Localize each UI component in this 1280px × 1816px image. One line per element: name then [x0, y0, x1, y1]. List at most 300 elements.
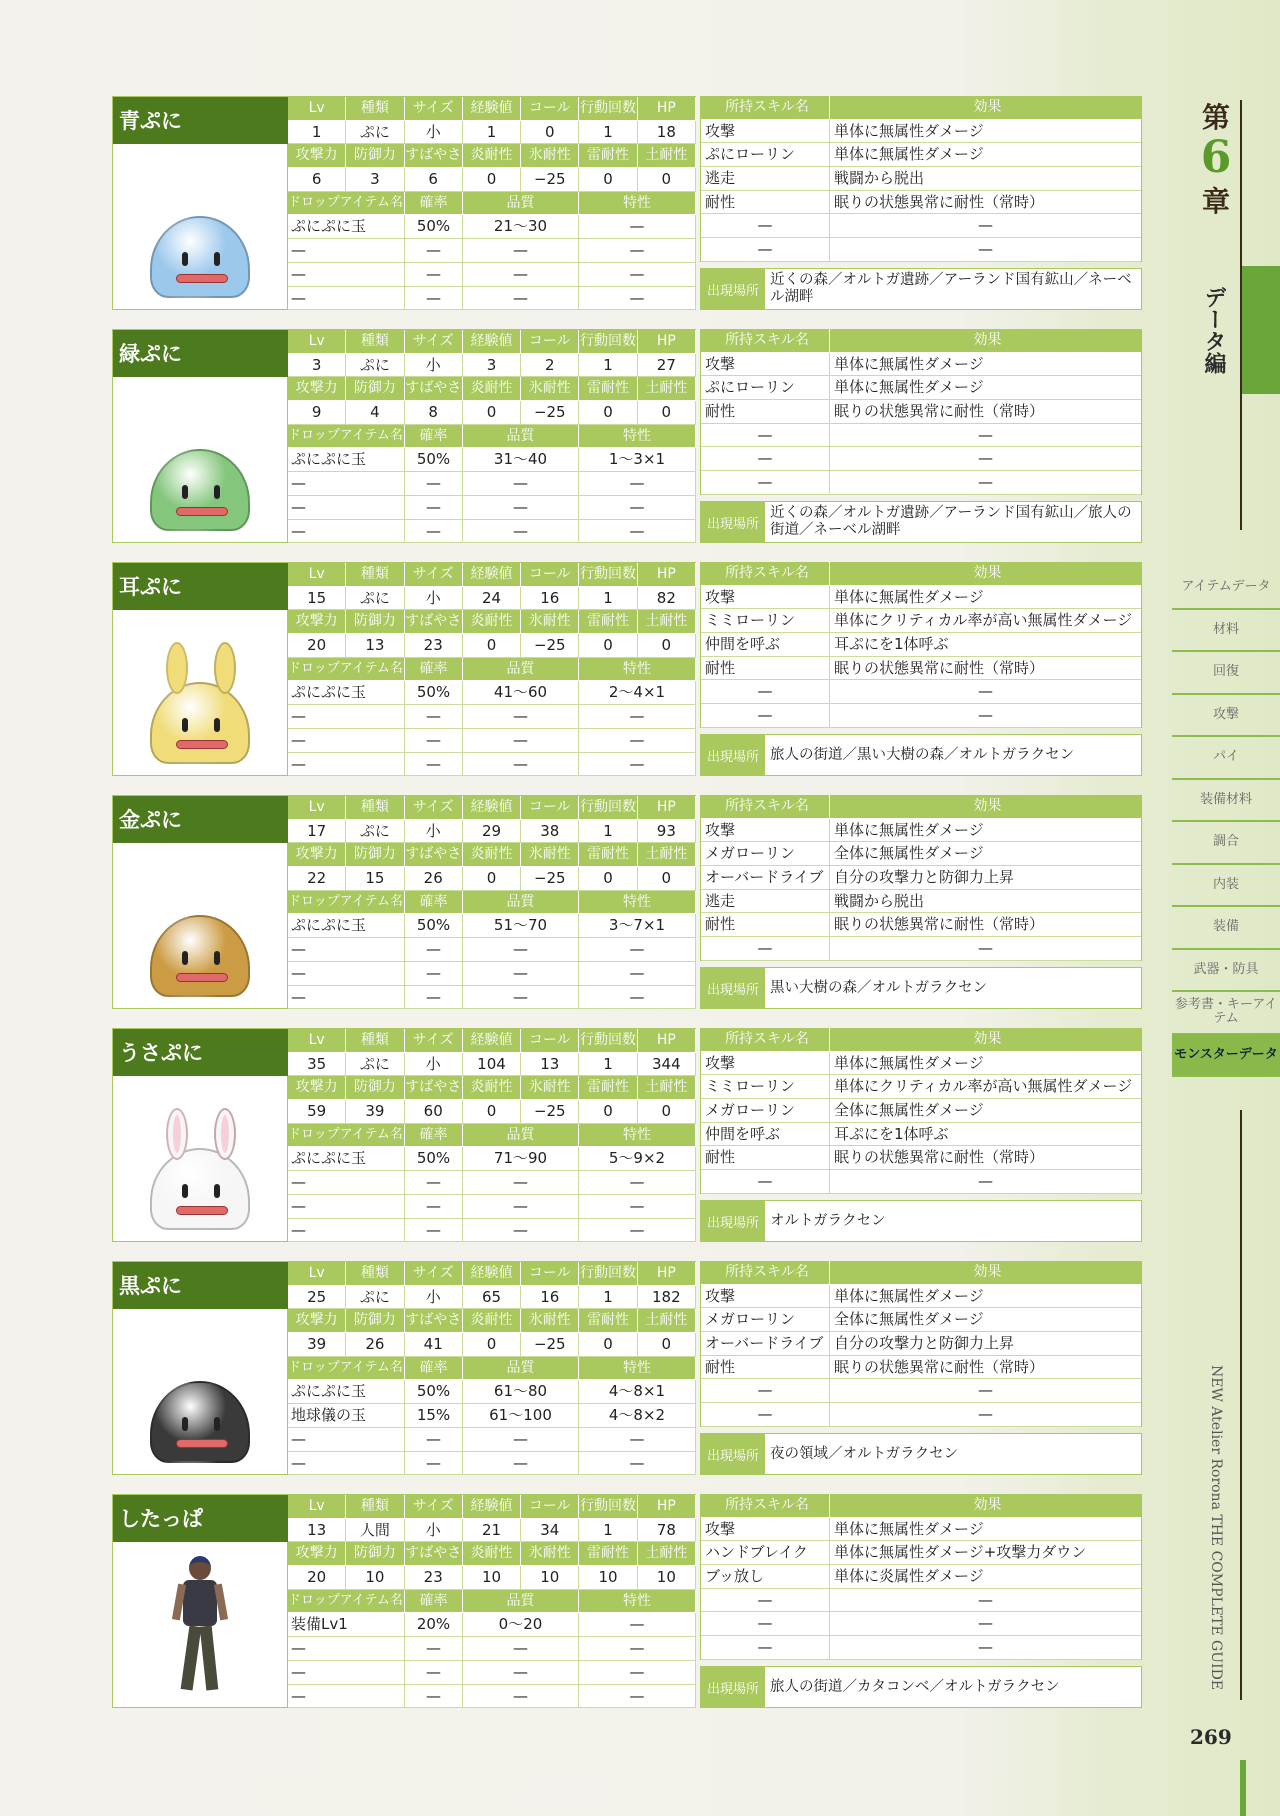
stats-header [288, 144, 696, 168]
column-header: 攻撃力 [288, 610, 346, 634]
monster-entry [112, 1261, 1142, 1475]
drop-value: — [405, 753, 463, 777]
skill-name: メガローリン [701, 1308, 830, 1332]
drop-value: — [463, 1637, 579, 1661]
column-header: 攻撃力 [288, 1076, 346, 1100]
skill-effect: — [830, 214, 1141, 238]
skill-name: ミミローリン [701, 609, 830, 633]
index-tab[interactable]: 回復 [1172, 652, 1280, 695]
skill-row [700, 866, 1142, 890]
monster-entry [112, 96, 1142, 310]
column-header: 経験値 [463, 1262, 521, 1286]
monster-image-cell [113, 1076, 288, 1242]
stats-row [288, 1286, 696, 1310]
drop-value: ぷにぷに玉 [288, 1380, 405, 1404]
drop-value: — [463, 1171, 579, 1195]
skill-effect: — [830, 1612, 1141, 1636]
drop-value: 50% [405, 914, 463, 938]
drop-value: — [463, 472, 579, 496]
column-header: HP [638, 1495, 696, 1519]
column-header: 経験値 [463, 97, 521, 121]
stat-value: 65 [463, 1286, 521, 1310]
stats-row [288, 354, 696, 378]
monster-image-cell [113, 144, 288, 310]
drop-row [288, 705, 696, 729]
skill-name: — [701, 214, 830, 238]
skill-row [700, 586, 1142, 610]
drop-value: — [405, 1661, 463, 1685]
column-header: 経験値 [463, 1495, 521, 1519]
location-value: 近くの森／オルトガ遺跡／アーランド国有鉱山／ネーベル湖畔 [770, 272, 1132, 305]
drop-value: — [579, 1195, 696, 1219]
column-header: 品質 [463, 1124, 579, 1148]
skill-name: — [701, 704, 830, 728]
column-header: コール [521, 563, 579, 587]
stat-value: 39 [288, 1333, 346, 1357]
column-header: すばやさ [405, 144, 463, 168]
index-tab[interactable]: 武器・防具 [1172, 950, 1280, 993]
skill-effect: 眠りの状態異常に耐性（常時） [830, 657, 1141, 681]
monster-name: 金ぷに [113, 796, 288, 843]
column-header: HP [638, 563, 696, 587]
stat-value: 24 [463, 587, 521, 611]
section-marker [1242, 266, 1280, 394]
drop-value: — [288, 287, 405, 311]
skill-name: 攻撃 [701, 586, 830, 610]
skill-name: 逃走 [701, 890, 830, 914]
column-header: 効果 [830, 96, 1141, 120]
drop-row [288, 1147, 696, 1171]
skill-row [700, 1589, 1142, 1613]
skill-name: 耐性 [701, 1356, 830, 1380]
skill-effect: — [830, 937, 1141, 961]
skill-effect: — [830, 704, 1141, 728]
column-header: コール [521, 330, 579, 354]
skills-table [700, 1261, 1142, 1427]
column-header: 土耐性 [638, 377, 696, 401]
drop-value: 71～90 [463, 1147, 579, 1171]
skill-name: 仲間を呼ぶ [701, 633, 830, 657]
drop-value: 1～3×1 [579, 448, 696, 472]
drop-value: — [405, 1219, 463, 1243]
skill-row [700, 376, 1142, 400]
column-header: 防御力 [346, 843, 404, 867]
skill-row [700, 1612, 1142, 1636]
stat-value: 6 [405, 168, 463, 192]
drop-header [288, 425, 696, 449]
column-header: 土耐性 [638, 1076, 696, 1100]
stats-header [288, 1076, 696, 1100]
column-header: 所持スキル名 [701, 329, 830, 353]
drop-value: — [405, 986, 463, 1010]
column-header: 所持スキル名 [701, 795, 830, 819]
skill-name: ぷにローリン [701, 376, 830, 400]
monster-name: うさぷに [113, 1029, 288, 1076]
drop-value: — [579, 215, 696, 239]
skill-row [700, 120, 1142, 144]
index-tab[interactable]: 参考書・キーアイテム [1172, 992, 1280, 1035]
index-tab[interactable]: パイ [1172, 737, 1280, 780]
column-header: 土耐性 [638, 610, 696, 634]
stat-value: 60 [405, 1100, 463, 1124]
drop-value: — [463, 729, 579, 753]
skill-effect: 眠りの状態異常に耐性（常時） [830, 913, 1141, 937]
column-header: 攻撃力 [288, 1309, 346, 1333]
column-header: HP [638, 330, 696, 354]
column-header: ドロップアイテム名 [288, 1124, 405, 1148]
column-header: 所持スキル名 [701, 562, 830, 586]
column-header: 防御力 [346, 1309, 404, 1333]
drop-row [288, 938, 696, 962]
skill-row [700, 191, 1142, 215]
stats-grid [288, 796, 696, 1009]
drop-row [288, 263, 696, 287]
stat-value: 26 [405, 867, 463, 891]
drop-value: — [463, 287, 579, 311]
drop-value: ぷにぷに玉 [288, 681, 405, 705]
stat-value: 78 [638, 1519, 696, 1543]
stat-value: 93 [638, 820, 696, 844]
column-header: 品質 [463, 425, 579, 449]
column-header: 氷耐性 [521, 377, 579, 401]
location-box [700, 1666, 1142, 1708]
column-header: Lv [288, 330, 346, 354]
column-header: サイズ [405, 563, 463, 587]
skill-row [700, 1636, 1142, 1660]
column-header: Lv [288, 1029, 346, 1053]
stats-row [288, 820, 696, 844]
monster-portrait [150, 449, 250, 531]
stats-header [288, 1495, 696, 1519]
stats-table [112, 96, 696, 310]
stat-value: −25 [521, 1333, 579, 1357]
skill-effect: 耳ぷにを1体呼ぶ [830, 633, 1141, 657]
drop-value: — [579, 520, 696, 544]
skill-row [700, 890, 1142, 914]
column-header: 土耐性 [638, 1309, 696, 1333]
stat-value: 0 [638, 1100, 696, 1124]
stat-value: 104 [463, 1053, 521, 1077]
stat-value: 29 [463, 820, 521, 844]
drop-value: — [463, 1685, 579, 1709]
stat-value: 13 [521, 1053, 579, 1077]
skill-row [700, 1052, 1142, 1076]
drop-value: — [288, 729, 405, 753]
skill-name: 攻撃 [701, 1052, 830, 1076]
monster-portrait [150, 682, 250, 764]
stat-value: 小 [405, 587, 463, 611]
location-label: 出現場所 [701, 968, 765, 1008]
stat-value: 13 [346, 634, 404, 658]
monster-entry [112, 1494, 1142, 1708]
drop-row [288, 681, 696, 705]
skill-effect: — [830, 424, 1141, 448]
drop-value: 2～4×1 [579, 681, 696, 705]
skill-effect: — [830, 1379, 1141, 1403]
stat-value: ぷに [346, 1286, 404, 1310]
monster-portrait [150, 1381, 250, 1463]
drop-header [288, 658, 696, 682]
skill-row [700, 1146, 1142, 1170]
drop-value: — [463, 753, 579, 777]
drop-value: 41～60 [463, 681, 579, 705]
drop-value: 4～8×1 [579, 1380, 696, 1404]
column-header: サイズ [405, 796, 463, 820]
drop-row [288, 914, 696, 938]
drop-value: — [405, 239, 463, 263]
skill-effect: — [830, 471, 1141, 495]
stats-header [288, 330, 696, 354]
column-header: Lv [288, 796, 346, 820]
stats-grid [288, 1029, 696, 1242]
drop-value: — [288, 1661, 405, 1685]
column-header: 所持スキル名 [701, 1494, 830, 1518]
skill-name: 耐性 [701, 191, 830, 215]
column-header: 確率 [405, 1590, 463, 1614]
stat-value: 41 [405, 1333, 463, 1357]
page-number: 269 [1190, 1725, 1232, 1749]
drop-value: — [405, 1637, 463, 1661]
drop-value: — [579, 1452, 696, 1476]
drop-value: — [288, 1195, 405, 1219]
stat-value: 6 [288, 168, 346, 192]
drop-value: — [288, 496, 405, 520]
stats-header [288, 1262, 696, 1286]
stat-value: 0 [638, 1333, 696, 1357]
skill-name: メガローリン [701, 1099, 830, 1123]
stat-value: 0 [463, 168, 521, 192]
index-tab[interactable]: 調合 [1172, 822, 1280, 865]
stats-table [112, 1494, 696, 1708]
column-header: 行動回数 [579, 563, 637, 587]
stat-value: −25 [521, 867, 579, 891]
drop-value: — [579, 962, 696, 986]
stat-value: 10 [579, 1566, 637, 1590]
drop-value: — [463, 520, 579, 544]
stat-value: 3 [463, 354, 521, 378]
column-header: 確率 [405, 891, 463, 915]
drop-row [288, 287, 696, 311]
monster-entry [112, 1028, 1142, 1242]
stat-value: 0 [579, 867, 637, 891]
monster-name: したっぱ [113, 1495, 288, 1542]
index-tab[interactable]: 材料 [1172, 610, 1280, 653]
drop-value: — [405, 729, 463, 753]
column-header: 所持スキル名 [701, 1261, 830, 1285]
skill-row [700, 167, 1142, 191]
column-header: 特性 [579, 192, 696, 216]
column-header: サイズ [405, 97, 463, 121]
column-header: 品質 [463, 658, 579, 682]
stat-value: 1 [288, 121, 346, 145]
chapter-sho: 章 [1201, 185, 1230, 218]
stats-table [112, 795, 696, 1009]
index-tab[interactable]: 装備 [1172, 907, 1280, 950]
skill-row [700, 1308, 1142, 1332]
skill-effect: 眠りの状態異常に耐性（常時） [830, 400, 1141, 424]
skill-row [700, 1356, 1142, 1380]
drop-value: — [463, 1195, 579, 1219]
stat-value: 小 [405, 1286, 463, 1310]
stat-value: 16 [521, 587, 579, 611]
stats-header [288, 1029, 696, 1053]
column-header: Lv [288, 563, 346, 587]
skill-effect: — [830, 238, 1141, 262]
column-header: ドロップアイテム名 [288, 1590, 405, 1614]
drop-value: — [463, 1661, 579, 1685]
drop-row [288, 1613, 696, 1637]
drop-value: 0～20 [463, 1613, 579, 1637]
skill-effect: 眠りの状態異常に耐性（常時） [830, 1146, 1141, 1170]
stat-value: 人間 [346, 1519, 404, 1543]
drop-value: — [288, 753, 405, 777]
index-tab[interactable]: 装備材料 [1172, 780, 1280, 823]
skill-row [700, 1541, 1142, 1565]
drop-row [288, 496, 696, 520]
drop-value: 50% [405, 215, 463, 239]
column-header: 炎耐性 [463, 1076, 521, 1100]
drop-value: 51～70 [463, 914, 579, 938]
stats-header [288, 377, 696, 401]
column-header: すばやさ [405, 1076, 463, 1100]
monster-portrait [150, 915, 250, 997]
stat-value: 小 [405, 354, 463, 378]
skill-effect: 戦闘から脱出 [830, 167, 1141, 191]
skill-header [700, 1261, 1142, 1285]
skills-table [700, 1494, 1142, 1660]
skill-name: 攻撃 [701, 1285, 830, 1309]
drop-value: — [579, 472, 696, 496]
stat-value: −25 [521, 634, 579, 658]
column-header: 確率 [405, 425, 463, 449]
drop-value: — [463, 1428, 579, 1452]
stat-value: 0 [638, 634, 696, 658]
column-header: 氷耐性 [521, 1076, 579, 1100]
skill-name: — [701, 1403, 830, 1427]
drop-value: — [579, 938, 696, 962]
column-header: 行動回数 [579, 796, 637, 820]
stats-table [112, 1261, 696, 1475]
drop-value: — [288, 520, 405, 544]
drop-row [288, 1171, 696, 1195]
skill-effect: 単体にクリティカル率が高い無属性ダメージ [830, 1075, 1141, 1099]
stat-value: 82 [638, 587, 696, 611]
stat-value: 59 [288, 1100, 346, 1124]
column-header: 炎耐性 [463, 843, 521, 867]
skills-table [700, 329, 1142, 495]
column-header: 効果 [830, 562, 1141, 586]
stats-row [288, 587, 696, 611]
drop-value: — [288, 1452, 405, 1476]
index-tab[interactable]: アイテムデータ [1172, 567, 1280, 610]
column-header: 種類 [346, 796, 404, 820]
skill-effect: 全体に無属性ダメージ [830, 1308, 1141, 1332]
stat-value: 27 [638, 354, 696, 378]
stat-value: 182 [638, 1286, 696, 1310]
location-box [700, 1200, 1142, 1242]
section-title: データ編 [1201, 286, 1226, 374]
column-header: 特性 [579, 891, 696, 915]
skill-row [700, 447, 1142, 471]
stat-value: 22 [288, 867, 346, 891]
skill-effect: 単体に無属性ダメージ [830, 586, 1141, 610]
drop-row [288, 1219, 696, 1243]
stat-value: 1 [579, 121, 637, 145]
monster-portrait [150, 216, 250, 298]
monster-entry [112, 795, 1142, 1009]
drop-value: — [405, 1685, 463, 1709]
drop-value: — [405, 520, 463, 544]
stat-value: 0 [638, 867, 696, 891]
stat-value: 10 [463, 1566, 521, 1590]
skill-effect: 全体に無属性ダメージ [830, 842, 1141, 866]
column-header: 確率 [405, 1124, 463, 1148]
index-tab[interactable]: モンスターデータ [1172, 1035, 1280, 1078]
drop-value: — [579, 1685, 696, 1709]
column-header: ドロップアイテム名 [288, 1357, 405, 1381]
stats-row [288, 1519, 696, 1543]
skill-row [700, 657, 1142, 681]
drop-value: 4～8×2 [579, 1404, 696, 1428]
column-header: HP [638, 796, 696, 820]
location-value: 夜の領域／オルトガラクセン [770, 1445, 959, 1462]
skill-effect: 単体にクリティカル率が高い無属性ダメージ [830, 609, 1141, 633]
column-header: Lv [288, 1262, 346, 1286]
skill-name: 攻撃 [701, 120, 830, 144]
column-header: 特性 [579, 658, 696, 682]
skill-effect: 単体に無属性ダメージ [830, 1518, 1141, 1542]
drop-value: — [288, 1685, 405, 1709]
column-header: サイズ [405, 1262, 463, 1286]
index-tab[interactable]: 攻撃 [1172, 695, 1280, 738]
column-header: ドロップアイテム名 [288, 425, 405, 449]
skill-effect: 単体に無属性ダメージ [830, 120, 1141, 144]
column-header: 特性 [579, 1590, 696, 1614]
stat-value: 10 [638, 1566, 696, 1590]
chapter-dai: 第 [1201, 101, 1230, 134]
drop-row [288, 753, 696, 777]
drop-value: ぷにぷに玉 [288, 215, 405, 239]
stats-header [288, 97, 696, 121]
drop-value: — [579, 496, 696, 520]
drop-row [288, 962, 696, 986]
stat-value: 0 [579, 1100, 637, 1124]
skill-name: オーバードライブ [701, 1332, 830, 1356]
skill-name: — [701, 1612, 830, 1636]
stat-value: 20 [288, 634, 346, 658]
column-header: コール [521, 1262, 579, 1286]
skill-row [700, 937, 1142, 961]
column-header: サイズ [405, 1029, 463, 1053]
drop-value: — [579, 705, 696, 729]
drop-value: — [288, 472, 405, 496]
skill-name: オーバードライブ [701, 866, 830, 890]
column-header: 行動回数 [579, 97, 637, 121]
drop-value: — [288, 986, 405, 1010]
skill-name: — [701, 1636, 830, 1660]
drop-value: 3～7×1 [579, 914, 696, 938]
skill-effect: 眠りの状態異常に耐性（常時） [830, 1356, 1141, 1380]
index-tab[interactable]: 内装 [1172, 865, 1280, 908]
column-header: 品質 [463, 1590, 579, 1614]
skill-row [700, 143, 1142, 167]
stat-value: 4 [346, 401, 404, 425]
drop-row [288, 729, 696, 753]
skill-header [700, 1494, 1142, 1518]
drop-value: — [463, 705, 579, 729]
page-edge-bar [1240, 1760, 1246, 1816]
column-header: HP [638, 97, 696, 121]
